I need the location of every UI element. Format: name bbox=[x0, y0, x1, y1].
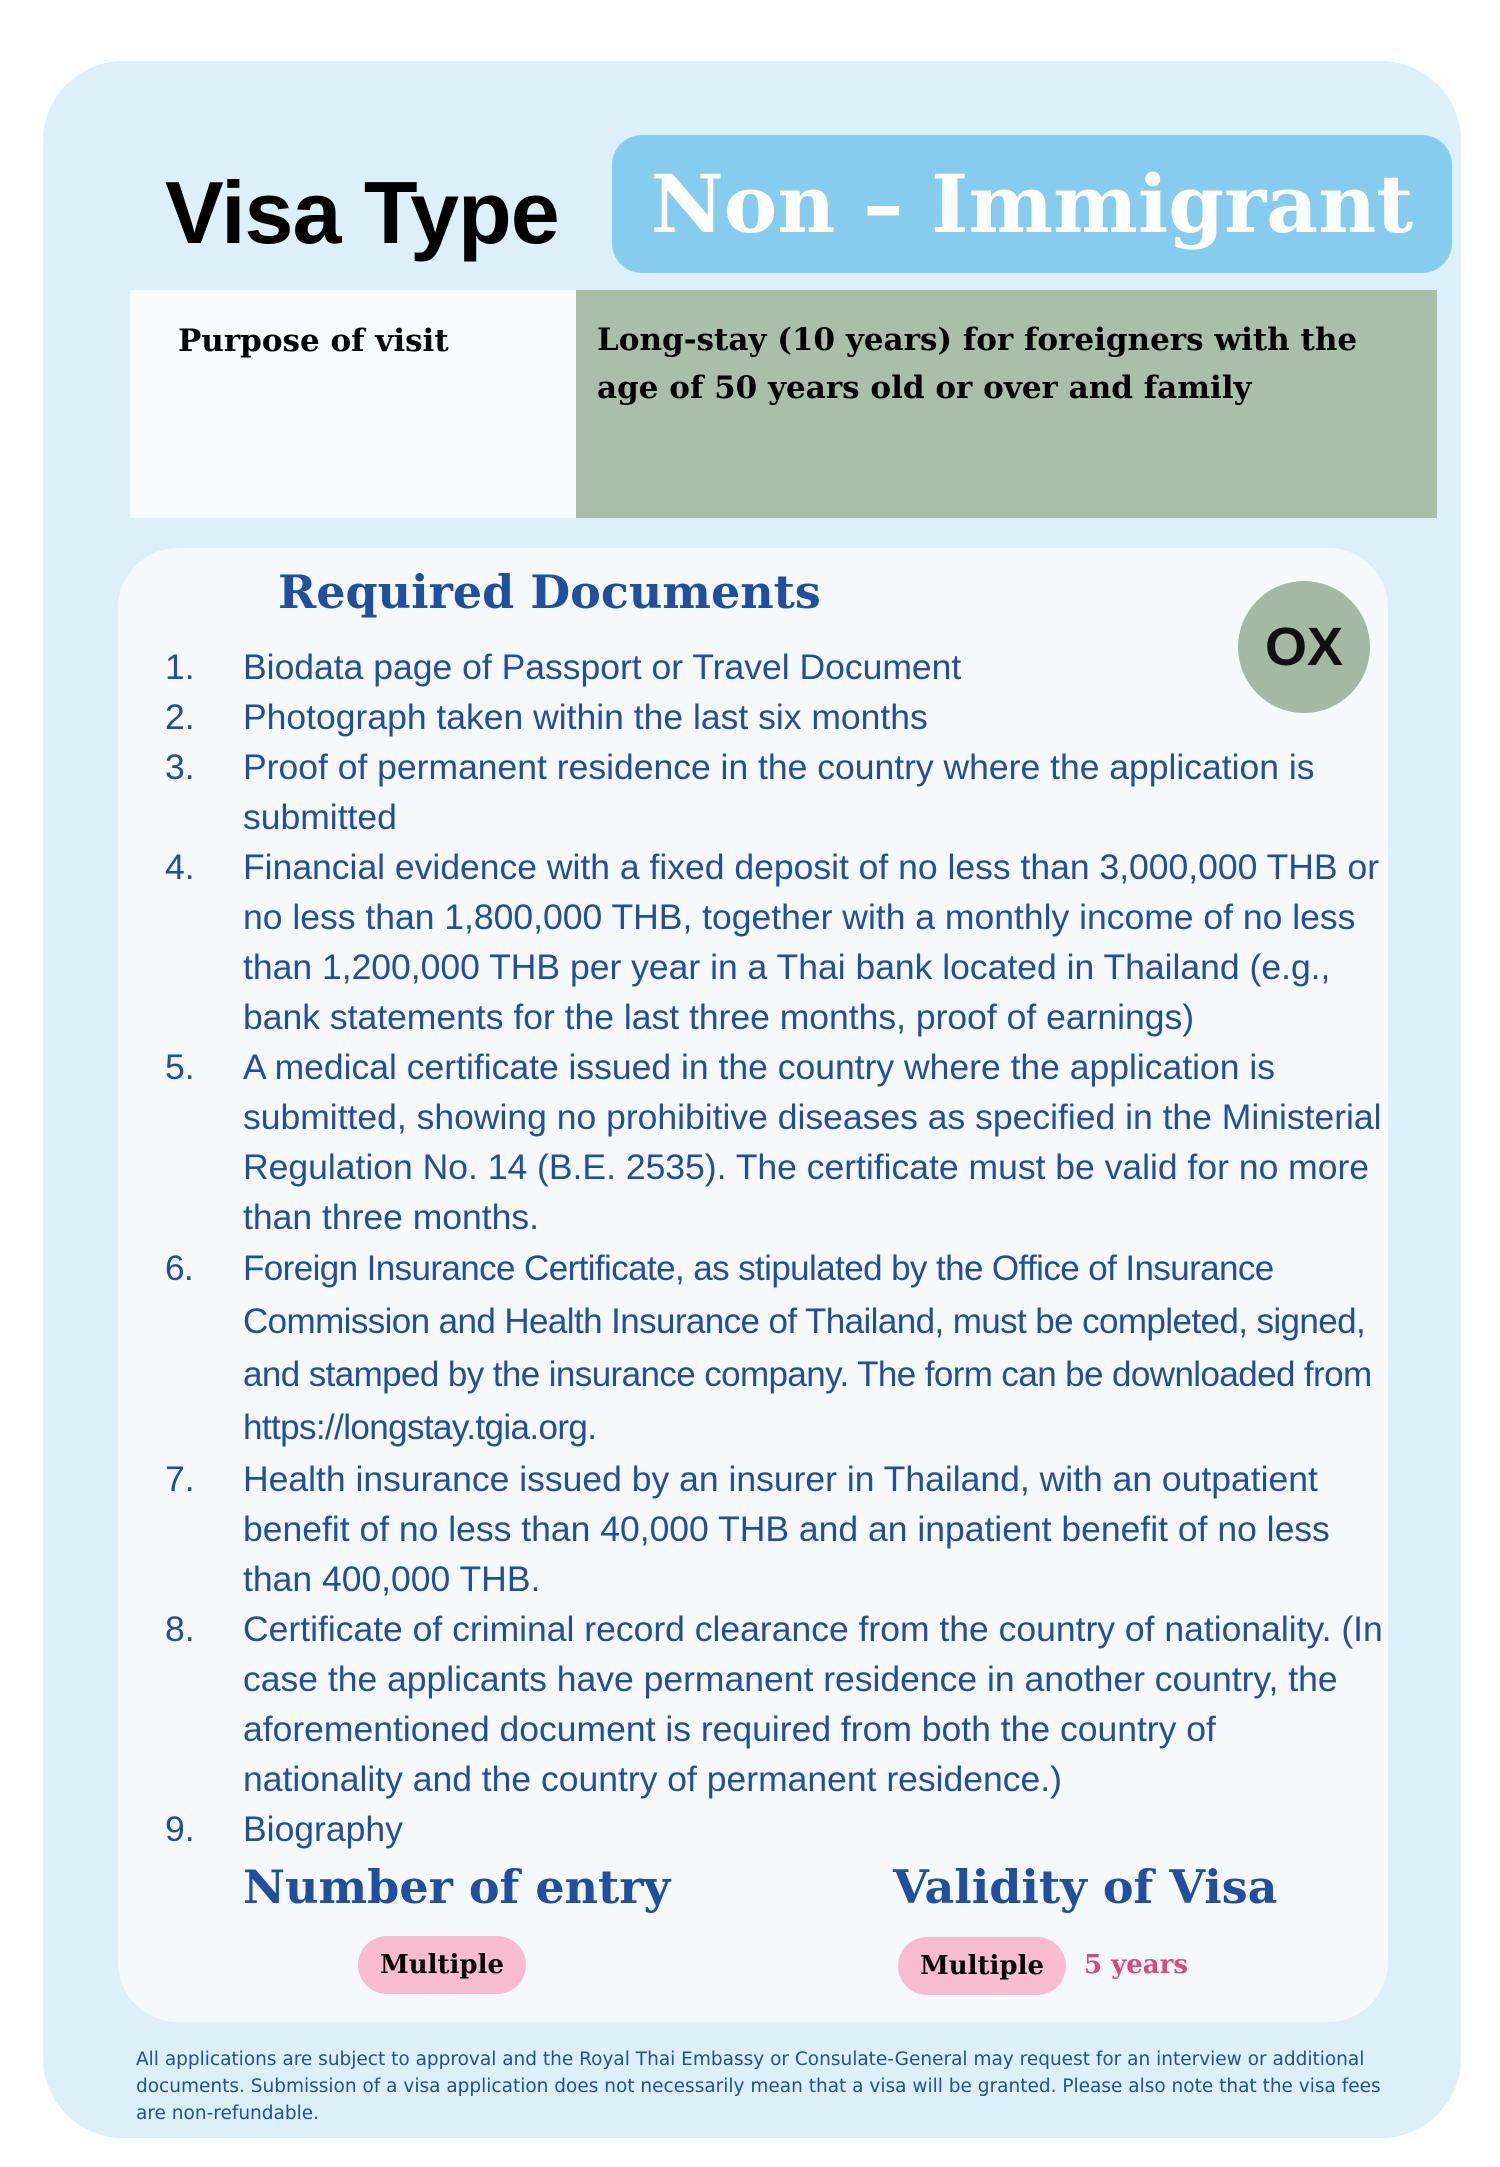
disclaimer-text: All applications are subject to approval and the Royal Thai Embassy or Consulate-General may request for an interview or additional documents. Submission of a visa application does not necessarily mean that a visa will be granted. Please also note that the visa fees are non-refundable. bbox=[136, 2049, 1381, 2124]
document-item-number: 5. bbox=[165, 1047, 195, 1087]
document-item-text: Photograph taken within the last six months bbox=[243, 697, 928, 737]
number-of-entry-heading: Number of entry bbox=[243, 1860, 671, 1914]
validity-of-visa-badge: Multiple bbox=[898, 1937, 1066, 1995]
validity-duration: 5 years bbox=[1084, 1950, 1188, 1980]
document-item bbox=[165, 1804, 1385, 1854]
document-item-text: Foreign Insurance Certificate, as stipulated by the Office of Insurance Commission and Health Insurance of Thailand, must be completed, signed, and stamped by the insurance company. The form can be downloaded from https://longstay.tgia.org. bbox=[243, 1249, 1372, 1447]
document-item-number: 4. bbox=[165, 847, 195, 887]
document-item-text: Certificate of criminal record clearance from the country of nationality. (In case the applicants have permanent residence in another country, the aforementioned document is required from both the country of nationality and the country of permanent residence.) bbox=[243, 1609, 1383, 1799]
ox-badge: OX bbox=[1238, 581, 1370, 713]
document-item-number: 2. bbox=[165, 697, 195, 737]
document-item-text: A medical certificate issued in the country where the application is submitted, showing no prohibitive diseases as specified in the Ministerial Regulation No. 14 (B.E. 2535). The certificate must be valid for no more than three months. bbox=[243, 1047, 1382, 1237]
document-item-number: 6. bbox=[165, 1249, 193, 1288]
document-item-text: Biodata page of Passport or Travel Document bbox=[243, 647, 962, 687]
document-item-text: Health insurance issued by an insurer in Thailand, with an outpatient benefit of no less than 40,000 THB and an inpatient benefit of no less than 400,000 THB. bbox=[243, 1459, 1330, 1599]
document-item bbox=[165, 842, 1385, 1042]
required-documents-title: Required Documents bbox=[278, 565, 821, 619]
document-item bbox=[165, 692, 1385, 742]
document-item-number: 1. bbox=[165, 647, 195, 687]
document-item-text: Financial evidence with a fixed deposit of no less than 3,000,000 THB or no less than 1,800,000 THB, together with a monthly income of no less than 1,200,000 THB per year in a Thai bank located in Thailand (e.g., bank statements for the last three months, proof of earnings) bbox=[243, 847, 1380, 1037]
document-item-text: Proof of permanent residence in the country where the application is submitted bbox=[243, 747, 1315, 837]
visa-type-value: Non – Immigrant bbox=[612, 135, 1452, 273]
document-item-number: 3. bbox=[165, 747, 195, 787]
document-item bbox=[165, 742, 1385, 842]
document-item-number: 7. bbox=[165, 1459, 195, 1499]
document-item bbox=[165, 1604, 1385, 1804]
document-item-number: 9. bbox=[165, 1809, 195, 1849]
document-item bbox=[165, 1454, 1385, 1604]
document-item bbox=[165, 1242, 1385, 1454]
document-item-number: 8. bbox=[165, 1609, 195, 1649]
document-item bbox=[165, 1042, 1385, 1242]
document-item bbox=[165, 642, 1385, 692]
document-item-text: Biography bbox=[243, 1809, 403, 1849]
required-documents-list bbox=[165, 642, 1385, 1854]
purpose-value: Long-stay (10 years) for foreigners with the age of 50 years old or over and family bbox=[597, 322, 1358, 406]
validity-of-visa-heading: Validity of Visa bbox=[893, 1860, 1278, 1914]
number-of-entry-badge: Multiple bbox=[358, 1936, 526, 1994]
visa-type-label: Visa Type bbox=[165, 163, 559, 262]
purpose-label: Purpose of visit bbox=[178, 323, 449, 359]
